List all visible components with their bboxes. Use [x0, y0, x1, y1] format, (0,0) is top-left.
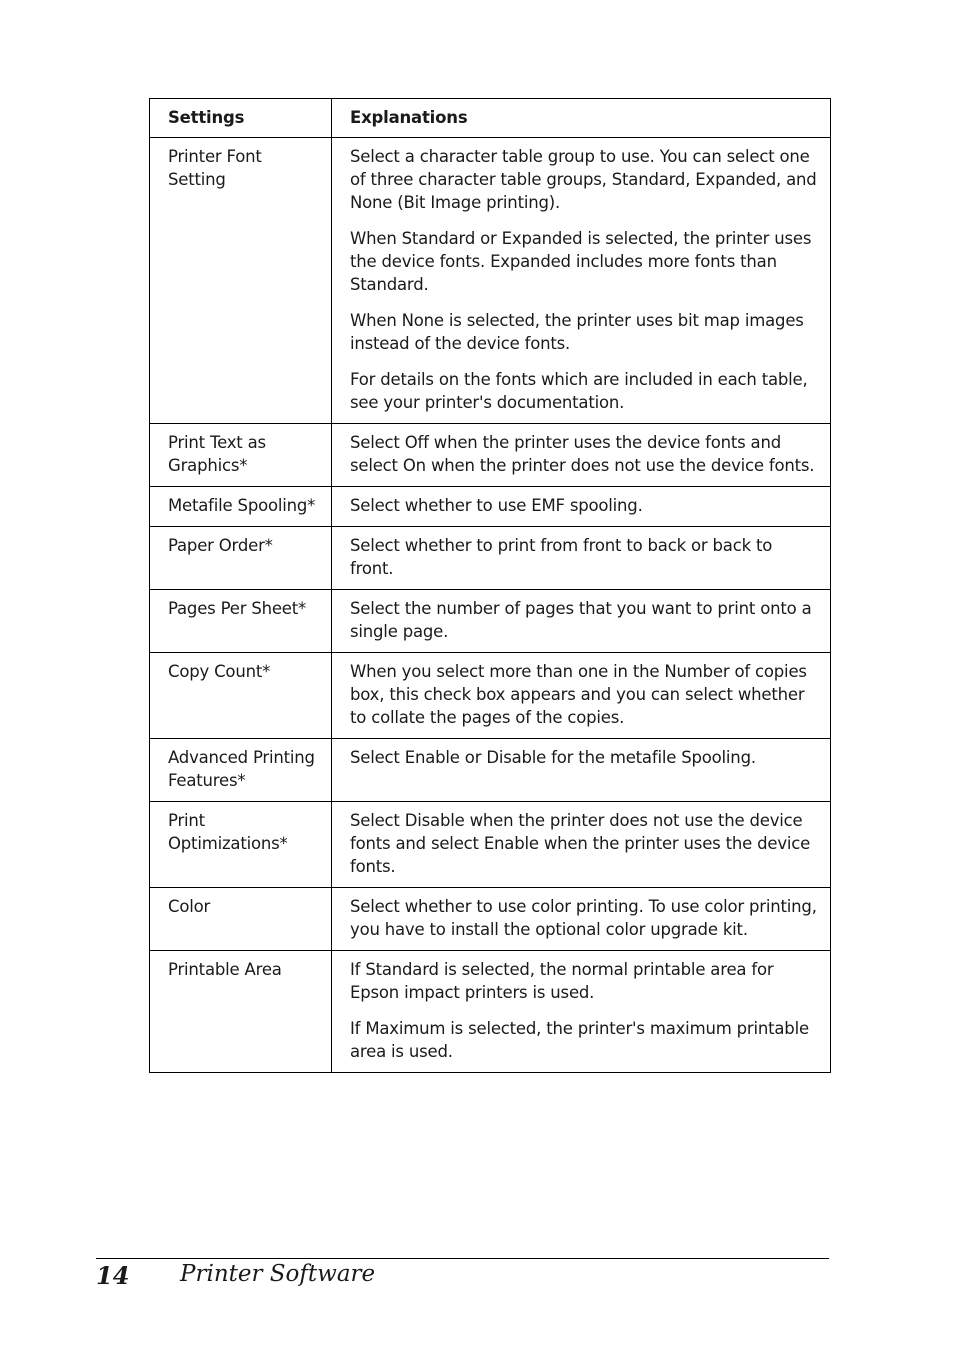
setting-name: Metafile Spooling* [150, 487, 332, 527]
setting-explanation [332, 802, 831, 888]
explanation-paragraph: If Maximum is selected, the printer's maximum printable area is used. [350, 1019, 809, 1061]
settings-table [149, 98, 831, 1073]
table-row [150, 739, 831, 802]
table-row [150, 527, 831, 590]
setting-explanation [332, 487, 831, 527]
setting-explanation [332, 739, 831, 802]
header-settings: Settings [150, 99, 332, 138]
setting-name: Paper Order* [150, 527, 332, 590]
explanation-paragraph: Select Enable or Disable for the metafile Spooling. [350, 748, 756, 767]
table-row [150, 424, 831, 487]
explanation-paragraph: If Standard is selected, the normal printable area for Epson impact printers is used. [350, 960, 774, 1002]
setting-name: Printable Area [150, 951, 332, 1073]
setting-explanation [332, 653, 831, 739]
explanation-paragraph: Select a character table group to use. You can select one of three character table groups, Standard, Expanded, and None (Bit Image printing). [350, 147, 817, 212]
table-row [150, 951, 831, 1073]
table-row [150, 590, 831, 653]
setting-explanation [332, 527, 831, 590]
setting-explanation [332, 888, 831, 951]
setting-explanation [332, 951, 831, 1073]
setting-name: Copy Count* [150, 653, 332, 739]
explanation-paragraph: Select Disable when the printer does not use the device fonts and select Enable when the printer uses the device fonts. [350, 811, 811, 876]
setting-name: Print Optimizations* [150, 802, 332, 888]
footer-rule [96, 1258, 829, 1259]
table-row [150, 888, 831, 951]
explanation-paragraph: Select Off when the printer uses the device fonts and select On when the printer does not use the device fonts. [350, 433, 815, 475]
explanation-paragraph: Select the number of pages that you want to print onto a single page. [350, 599, 812, 641]
setting-name: Advanced Printing Features* [150, 739, 332, 802]
table-row [150, 802, 831, 888]
explanation-paragraph: Select whether to use EMF spooling. [350, 496, 643, 515]
explanation-paragraph: For details on the fonts which are included in each table, see your printer's documentation. [350, 370, 808, 412]
setting-name: Pages Per Sheet* [150, 590, 332, 653]
explanation-paragraph: When None is selected, the printer uses bit map images instead of the device fonts. [350, 311, 804, 353]
explanation-paragraph: When you select more than one in the Number of copies box, this check box appears and you can select whether to collate the pages of the copies. [350, 662, 807, 727]
setting-explanation [332, 138, 831, 424]
table-row [150, 653, 831, 739]
table-row [150, 487, 831, 527]
header-explanations: Explanations [332, 99, 831, 138]
explanation-paragraph: When Standard or Expanded is selected, the printer uses the device fonts. Expanded includes more fonts than Standard. [350, 229, 812, 294]
page-number: 14 [96, 1261, 130, 1290]
section-title: Printer Software [180, 1261, 376, 1287]
setting-name: Color [150, 888, 332, 951]
table-row [150, 138, 831, 424]
explanation-paragraph: Select whether to print from front to back or back to front. [350, 536, 773, 578]
table-header-row [150, 99, 831, 138]
explanation-paragraph: Select whether to use color printing. To use color printing, you have to install the optional color upgrade kit. [350, 897, 817, 939]
setting-explanation [332, 590, 831, 653]
setting-name: Printer Font Setting [150, 138, 332, 424]
setting-name: Print Text as Graphics* [150, 424, 332, 487]
setting-explanation [332, 424, 831, 487]
